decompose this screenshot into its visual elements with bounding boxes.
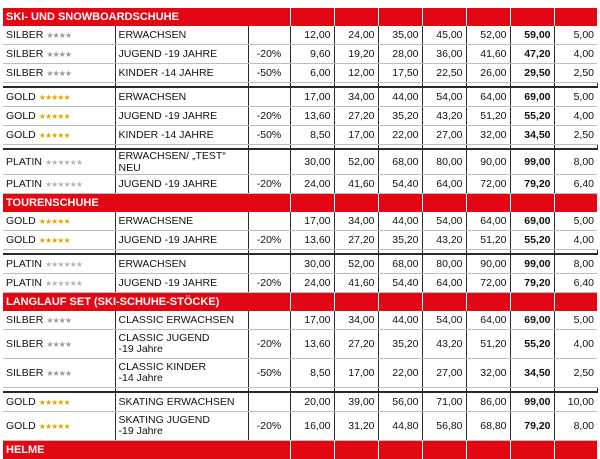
section-header (3, 8, 597, 26)
price-cell: 24,00 (290, 175, 334, 194)
tier-label: GOLD (6, 110, 36, 122)
header-cell (554, 194, 597, 213)
price-cell: 34,50 (510, 359, 554, 388)
price-cell: 13,60 (290, 107, 334, 126)
category-cell (115, 45, 248, 64)
price-cell: 69,00 (510, 87, 554, 107)
table-row (3, 149, 597, 175)
tier-label: PLATIN (6, 277, 42, 289)
price-cell: 32,00 (466, 126, 510, 145)
price-cell: 72,00 (466, 274, 510, 293)
table-row (3, 392, 597, 412)
category-cell (115, 412, 248, 441)
discount-cell: -20% (248, 45, 290, 64)
price-cell: 4,00 (554, 107, 597, 126)
tier-cell (3, 149, 115, 175)
price-cell: 35,00 (378, 26, 422, 45)
price-cell: 69,00 (510, 311, 554, 330)
price-cell: 29,50 (510, 64, 554, 83)
price-cell: 19,20 (334, 45, 378, 64)
price-cell: 44,80 (378, 412, 422, 441)
section-title: LANGLAUF SET (SKI-SCHUHE-STÖCKE) (3, 293, 248, 312)
header-cell (510, 293, 554, 312)
price-cell: 24,00 (290, 274, 334, 293)
category-cell (115, 64, 248, 83)
discount-cell (248, 254, 290, 274)
category-label: ERWACHSEN/ „TEST“ NEU (119, 150, 245, 174)
tier-label: SILBER (6, 48, 43, 60)
section-title: SKI- UND SNOWBOARDSCHUHE (3, 8, 248, 26)
price-cell: 36,00 (422, 45, 466, 64)
rating-stars-icon: ★★★★★ (39, 217, 70, 226)
table-row (3, 64, 597, 83)
rating-stars-icon: ★★★★★★ (45, 180, 82, 189)
tier-cell (3, 412, 115, 441)
category-label: JUGEND -19 JAHRE (119, 234, 245, 246)
discount-cell (248, 26, 290, 45)
price-cell: 99,00 (510, 254, 554, 274)
table-row (3, 412, 597, 441)
discount-cell: -20% (248, 274, 290, 293)
tier-cell (3, 274, 115, 293)
category-label: KINDER -14 JAHRE (119, 129, 245, 141)
price-cell: 56,00 (378, 392, 422, 412)
price-cell: 64,00 (466, 87, 510, 107)
price-cell: 80,00 (422, 254, 466, 274)
rating-stars-icon: ★★★★ (46, 50, 71, 59)
tier-label: SILBER (6, 338, 43, 350)
price-cell: 64,00 (422, 274, 466, 293)
table-row (3, 311, 597, 330)
price-cell: 34,50 (510, 126, 554, 145)
price-cell: 54,00 (422, 212, 466, 231)
category-cell (115, 392, 248, 412)
price-cell: 4,00 (554, 231, 597, 250)
category-label: SKATING JUGEND (119, 415, 245, 426)
header-cell (378, 8, 422, 26)
category-cell (115, 254, 248, 274)
price-cell: 54,00 (422, 87, 466, 107)
price-cell: 35,20 (378, 330, 422, 359)
discount-cell: -50% (248, 359, 290, 388)
tier-label: GOLD (6, 234, 36, 246)
header-cell (466, 194, 510, 213)
tier-cell (3, 311, 115, 330)
price-cell: 8,00 (554, 412, 597, 441)
discount-cell: -20% (248, 107, 290, 126)
price-cell: 79,20 (510, 412, 554, 441)
tier-cell (3, 254, 115, 274)
price-cell: 17,50 (378, 64, 422, 83)
price-cell: 34,00 (334, 212, 378, 231)
header-cell (334, 8, 378, 26)
price-cell: 64,00 (422, 175, 466, 194)
price-cell: 52,00 (466, 26, 510, 45)
category-sublabel: -14 Jahre (119, 373, 245, 384)
section-title: HELME (3, 441, 248, 459)
price-cell: 44,00 (378, 87, 422, 107)
tier-cell (3, 64, 115, 83)
table-row (3, 231, 597, 250)
price-cell: 22,00 (378, 359, 422, 388)
price-cell: 56,80 (422, 412, 466, 441)
table-row (3, 26, 597, 45)
tier-label: SILBER (6, 67, 43, 79)
price-cell: 45,00 (422, 26, 466, 45)
price-cell: 6,00 (290, 64, 334, 83)
rating-stars-icon: ★★★★★ (39, 236, 70, 245)
category-cell (115, 311, 248, 330)
price-cell: 35,20 (378, 231, 422, 250)
price-cell: 90,00 (466, 149, 510, 175)
tier-label: SILBER (6, 314, 43, 326)
discount-cell: -50% (248, 64, 290, 83)
header-cell (466, 293, 510, 312)
rating-stars-icon: ★★★★ (46, 369, 71, 378)
table-row (3, 359, 597, 388)
price-cell: 6,40 (554, 175, 597, 194)
header-cell (510, 194, 554, 213)
category-label: SKATING ERWACHSEN (119, 396, 245, 408)
price-cell: 54,40 (378, 175, 422, 194)
category-cell (115, 26, 248, 45)
category-label: JUGEND -19 JAHRE (119, 277, 245, 289)
price-cell: 4,00 (554, 45, 597, 64)
price-cell: 72,00 (466, 175, 510, 194)
category-label: JUGEND -19 JAHRE (119, 178, 245, 190)
price-cell: 13,60 (290, 330, 334, 359)
header-cell (248, 8, 290, 26)
header-cell (290, 194, 334, 213)
price-cell: 17,00 (290, 212, 334, 231)
price-cell: 52,00 (334, 254, 378, 274)
price-cell: 17,00 (290, 87, 334, 107)
price-cell: 8,00 (554, 254, 597, 274)
category-label: KINDER -14 JAHRE (119, 67, 245, 79)
price-cell: 54,40 (378, 274, 422, 293)
price-cell: 6,40 (554, 274, 597, 293)
price-cell: 35,20 (378, 107, 422, 126)
category-cell (115, 359, 248, 388)
table-row (3, 87, 597, 107)
table-row (3, 212, 597, 231)
discount-cell: -20% (248, 231, 290, 250)
price-cell: 41,60 (334, 274, 378, 293)
category-label: CLASSIC JUGEND (119, 333, 245, 344)
tier-cell (3, 392, 115, 412)
tier-label: GOLD (6, 91, 36, 103)
price-cell: 17,00 (290, 311, 334, 330)
price-cell: 64,00 (466, 311, 510, 330)
price-cell: 8,50 (290, 126, 334, 145)
price-cell: 68,00 (378, 254, 422, 274)
price-cell: 79,20 (510, 274, 554, 293)
price-cell: 31,20 (334, 412, 378, 441)
category-cell (115, 231, 248, 250)
tier-label: PLATIN (6, 156, 42, 168)
price-cell: 51,20 (466, 231, 510, 250)
price-cell: 13,60 (290, 231, 334, 250)
price-cell: 5,00 (554, 311, 597, 330)
table-row (3, 254, 597, 274)
section-header (3, 293, 597, 312)
price-cell: 9,60 (290, 45, 334, 64)
price-cell: 99,00 (510, 392, 554, 412)
price-cell: 5,00 (554, 87, 597, 107)
price-cell: 43,20 (422, 330, 466, 359)
price-cell: 27,00 (422, 126, 466, 145)
price-cell: 80,00 (422, 149, 466, 175)
price-cell: 51,20 (466, 330, 510, 359)
rating-stars-icon: ★★★★★ (39, 398, 70, 407)
price-cell: 12,00 (334, 64, 378, 83)
price-cell: 43,20 (422, 107, 466, 126)
category-cell (115, 212, 248, 231)
rating-stars-icon: ★★★★ (46, 316, 71, 325)
category-sublabel: -19 Jahre (119, 426, 245, 437)
price-cell: 51,20 (466, 107, 510, 126)
header-cell (248, 293, 290, 312)
tier-cell (3, 45, 115, 64)
table-row (3, 274, 597, 293)
category-label: ERWACHSEN (119, 29, 245, 41)
price-cell: 90,00 (466, 254, 510, 274)
price-cell: 4,00 (554, 330, 597, 359)
price-cell: 39,00 (334, 392, 378, 412)
price-cell: 86,00 (466, 392, 510, 412)
price-cell: 99,00 (510, 149, 554, 175)
header-cell (378, 194, 422, 213)
price-cell: 2,50 (554, 64, 597, 83)
rating-stars-icon: ★★★★ (46, 31, 71, 40)
price-cell: 44,00 (378, 212, 422, 231)
price-cell: 5,00 (554, 212, 597, 231)
price-cell: 27,00 (422, 359, 466, 388)
header-cell (422, 293, 466, 312)
price-cell: 24,00 (334, 26, 378, 45)
price-cell: 26,00 (466, 64, 510, 83)
price-cell: 16,00 (290, 412, 334, 441)
price-cell: 68,80 (466, 412, 510, 441)
discount-cell (248, 392, 290, 412)
price-cell: 10,00 (554, 392, 597, 412)
header-cell (290, 8, 334, 26)
price-cell: 55,20 (510, 330, 554, 359)
price-cell: 34,00 (334, 87, 378, 107)
discount-cell (248, 212, 290, 231)
category-label: CLASSIC ERWACHSEN (119, 314, 245, 326)
price-cell: 17,00 (334, 359, 378, 388)
category-label: CLASSIC KINDER (119, 362, 245, 373)
category-label: ERWACHSEN (119, 258, 245, 270)
price-cell: 17,00 (334, 126, 378, 145)
category-cell (115, 107, 248, 126)
price-cell: 79,20 (510, 175, 554, 194)
header-cell (422, 8, 466, 26)
tier-cell (3, 107, 115, 126)
category-label: ERWACHSENE (119, 215, 245, 227)
rating-stars-icon: ★★★★★ (39, 93, 70, 102)
header-cell (466, 8, 510, 26)
price-cell: 27,20 (334, 231, 378, 250)
price-cell: 44,00 (378, 311, 422, 330)
price-cell: 41,60 (466, 45, 510, 64)
rating-stars-icon: ★★★★★★ (45, 279, 82, 288)
category-cell (115, 175, 248, 194)
price-cell: 30,00 (290, 149, 334, 175)
tier-cell (3, 212, 115, 231)
price-cell: 41,60 (334, 175, 378, 194)
price-cell: 52,00 (334, 149, 378, 175)
price-cell: 34,00 (334, 311, 378, 330)
rating-stars-icon: ★★★★★ (39, 112, 70, 121)
section-title: TOURENSCHUHE (3, 194, 248, 213)
table-row (3, 126, 597, 145)
price-cell: 2,50 (554, 359, 597, 388)
tier-label: GOLD (6, 420, 36, 432)
tier-cell (3, 231, 115, 250)
table-row (3, 45, 597, 64)
price-cell: 2,50 (554, 126, 597, 145)
category-label: JUGEND -19 JAHRE (119, 110, 245, 122)
category-cell (115, 126, 248, 145)
rating-stars-icon: ★★★★★★ (45, 158, 82, 167)
price-cell: 22,00 (378, 126, 422, 145)
price-cell: 5,00 (554, 26, 597, 45)
price-cell: 43,20 (422, 231, 466, 250)
header-cell (378, 293, 422, 312)
price-cell: 8,00 (554, 149, 597, 175)
rating-stars-icon: ★★★★★★ (45, 260, 82, 269)
price-cell: 32,00 (466, 359, 510, 388)
discount-cell: -50% (248, 126, 290, 145)
rating-stars-icon: ★★★★ (46, 69, 71, 78)
category-label: JUGEND -19 JAHRE (119, 48, 245, 60)
header-cell (510, 8, 554, 26)
tier-label: GOLD (6, 129, 36, 141)
price-cell: 55,20 (510, 107, 554, 126)
tier-label: GOLD (6, 396, 36, 408)
price-cell: 22,50 (422, 64, 466, 83)
rating-stars-icon: ★★★★★ (39, 131, 70, 140)
price-cell: 27,20 (334, 107, 378, 126)
category-cell (115, 330, 248, 359)
tier-cell (3, 175, 115, 194)
rental-price-table (3, 8, 598, 459)
tier-label: PLATIN (6, 178, 42, 190)
price-cell: 47,20 (510, 45, 554, 64)
price-cell: 30,00 (290, 254, 334, 274)
header-cell (334, 194, 378, 213)
price-cell: 69,00 (510, 212, 554, 231)
header-cell (422, 194, 466, 213)
tier-label: SILBER (6, 29, 43, 41)
table-row (3, 175, 597, 194)
discount-cell: -20% (248, 330, 290, 359)
category-cell (115, 87, 248, 107)
price-table-container (3, 8, 597, 459)
category-cell (115, 149, 248, 175)
tier-cell (3, 87, 115, 107)
price-cell: 54,00 (422, 311, 466, 330)
section-header (3, 194, 597, 213)
header-cell (334, 293, 378, 312)
price-cell: 68,00 (378, 149, 422, 175)
price-cell: 12,00 (290, 26, 334, 45)
rating-stars-icon: ★★★★★ (39, 422, 70, 431)
discount-cell: -20% (248, 175, 290, 194)
tier-cell (3, 126, 115, 145)
tier-label: SILBER (6, 367, 43, 379)
price-cell: 71,00 (422, 392, 466, 412)
category-label: ERWACHSEN (119, 91, 245, 103)
header-cell (248, 194, 290, 213)
tier-label: PLATIN (6, 258, 42, 270)
discount-cell (248, 311, 290, 330)
category-sublabel: -19 Jahre (119, 344, 245, 355)
tier-cell (3, 359, 115, 388)
discount-cell (248, 87, 290, 107)
tier-cell (3, 330, 115, 359)
price-cell: 64,00 (466, 212, 510, 231)
table-row (3, 107, 597, 126)
rating-stars-icon: ★★★★ (46, 340, 71, 349)
price-cell: 20,00 (290, 392, 334, 412)
price-cell: 55,20 (510, 231, 554, 250)
category-cell (115, 274, 248, 293)
tier-label: GOLD (6, 215, 36, 227)
header-cell (554, 8, 597, 26)
price-cell: 28,00 (378, 45, 422, 64)
price-cell: 8,50 (290, 359, 334, 388)
header-cell (554, 293, 597, 312)
discount-cell: -20% (248, 412, 290, 441)
header-cell (290, 293, 334, 312)
discount-cell (248, 149, 290, 175)
tier-cell (3, 26, 115, 45)
table-row (3, 330, 597, 359)
price-cell: 59,00 (510, 26, 554, 45)
price-cell: 27,20 (334, 330, 378, 359)
